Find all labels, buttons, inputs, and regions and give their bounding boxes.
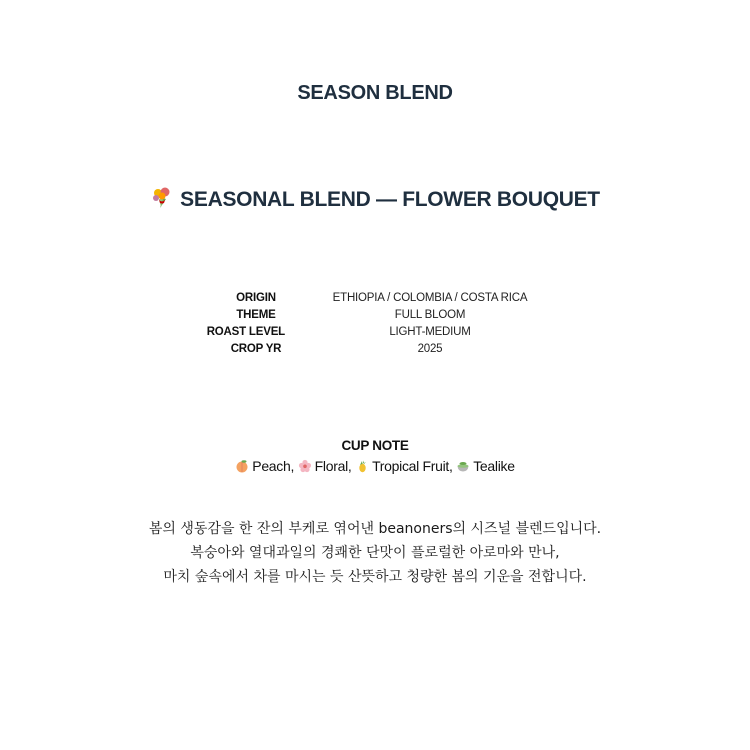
description-line: 복숭아와 열대과일의 경쾌한 단맛이 플로럴한 아로마와 만나, [190, 545, 560, 561]
cup-note-item: Peach, [235, 458, 297, 474]
blend-title [0, 186, 750, 212]
spec-row-origin [0, 290, 750, 307]
spec-value: 2025 [417, 343, 443, 355]
spec-value: LIGHT-MEDIUM [389, 326, 471, 338]
tea-icon [456, 459, 470, 473]
spec-label: ROAST LEVEL [206, 326, 285, 338]
blend-title-text: SEASONAL BLEND — FLOWER BOUQUET [180, 188, 600, 211]
cup-note-list [0, 458, 750, 474]
blend-description [0, 517, 750, 589]
flower-icon [298, 459, 312, 473]
specs-table [0, 290, 750, 358]
pineapple-icon [355, 459, 369, 473]
spec-value: ETHIOPIA / COLOMBIA / COSTA RICA [332, 292, 528, 304]
page-title: SEASON BLEND [297, 82, 453, 104]
cup-note-item: Tropical Fruit, [355, 458, 456, 474]
description-line: 마치 숲속에서 차를 마시는 듯 산뜻하고 청량한 봄의 기운을 전합니다. [163, 569, 587, 585]
spec-row-theme [0, 307, 750, 324]
spec-label: THEME [236, 309, 276, 321]
spec-row-crop-yr [0, 341, 750, 358]
cup-note-item: Floral, [298, 458, 355, 474]
peach-icon [235, 459, 249, 473]
cup-note-title: CUP NOTE [341, 438, 409, 453]
spec-label: CROP YR [230, 343, 282, 355]
spec-value: FULL BLOOM [394, 309, 466, 321]
bouquet-icon [150, 186, 174, 210]
description-line: 봄의 생동감을 한 잔의 부케로 엮어낸 beanoners의 시즈널 블렌드입니다. [148, 521, 602, 537]
cup-note-item: Tealike [456, 458, 514, 474]
spec-row-roast-level [0, 324, 750, 341]
spec-label: ORIGIN [236, 292, 276, 304]
